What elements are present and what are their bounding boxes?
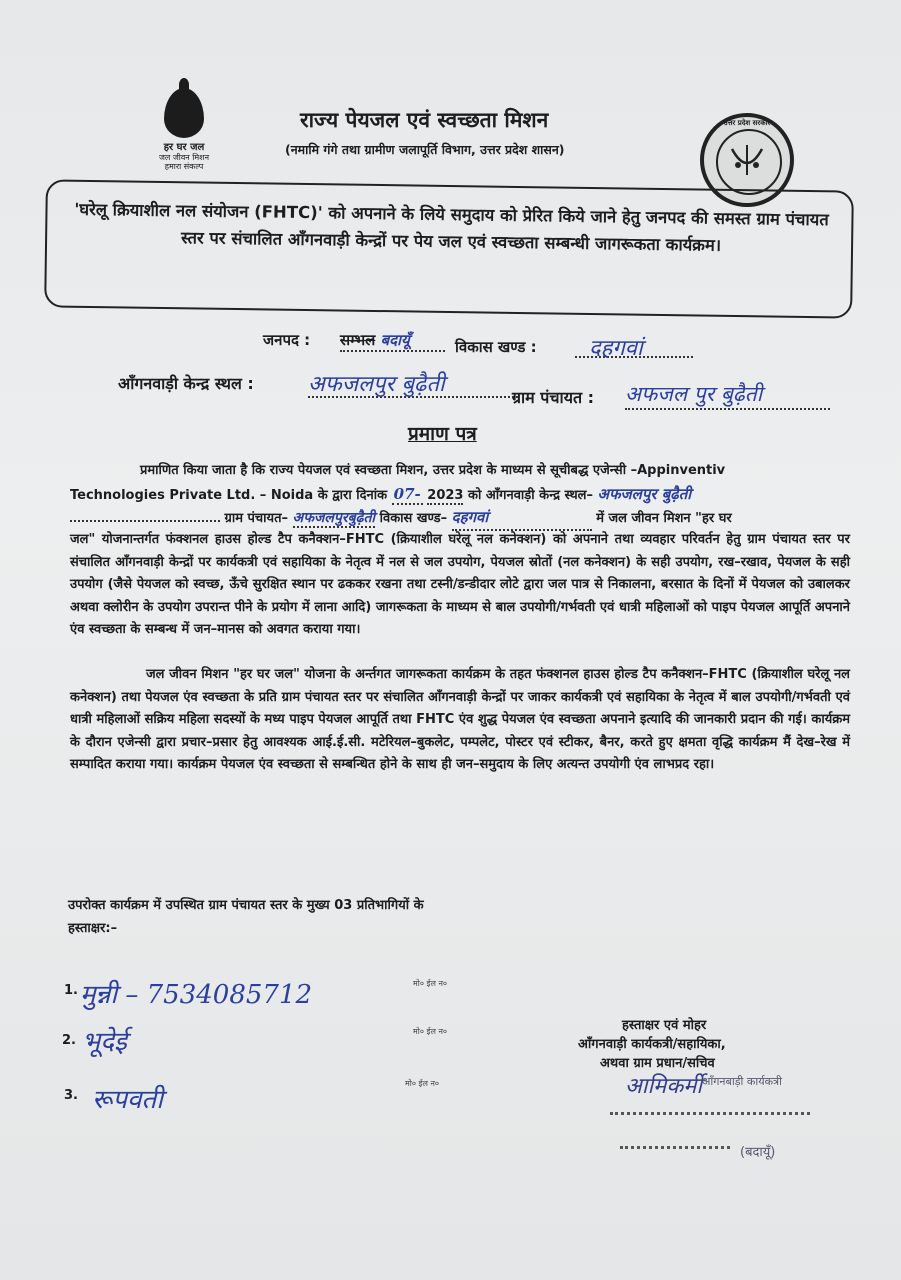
participant-3-signature: रूपवती [92, 1085, 163, 1115]
mission-title: राज्य पेयजल एवं स्वच्छता मिशन [300, 108, 549, 132]
centre-field [308, 368, 518, 398]
certificate-heading: प्रमाण पत्र [408, 423, 477, 445]
har-ghar-jal-logo [142, 88, 226, 184]
centre-label: आँगनवाड़ी केन्द्र स्थल : [118, 374, 254, 393]
p1-blank [70, 520, 220, 522]
seal-text: उत्तर प्रदेश सरकार [723, 119, 771, 127]
participant-2-num: 2. [62, 1033, 76, 1048]
p1-year: 2023 [427, 488, 464, 503]
p1-panchayat: अफजलपुरबुढ़ैती [292, 510, 376, 526]
water-drop-icon [164, 88, 204, 138]
block-label: विकास खण्ड : [455, 338, 537, 356]
signatory-line3: अथवा ग्राम प्रधान/सचिव [600, 1056, 715, 1071]
p1-date: 07- [393, 485, 421, 503]
participants-intro: उपरोक्त कार्यक्रम में उपस्थित ग्राम पंचायत स्तर के मुख्य 03 प्रतिभागियों के [68, 898, 424, 913]
block-value: दहगवां [589, 336, 643, 361]
p1-jjm: में जल जीवन मिशन "हर घर [596, 511, 732, 526]
stamp-title: आँगनबाड़ी कार्यकत्री [702, 1075, 782, 1088]
stamp-name-line [620, 1146, 730, 1159]
mission-subtitle: (नमामि गंगे तथा ग्रामीण जलापूर्ति विभाग, उत्तर प्रदेश शासन) [285, 142, 565, 157]
participant-1-signature: मुन्नी – 7534085712 [80, 980, 313, 1010]
participant-2-mobile-label: मो० ईल न० [413, 1027, 448, 1036]
certificate-p1-line1: प्रमाणित किया जाता है कि राज्य पेयजल एवं स्वच्छता मिशन, उत्तर प्रदेश के माध्यम से सूचीबद्ध एजेन्सी –Appinventiv [140, 463, 726, 478]
program-title-box [44, 179, 854, 318]
p1-block-label: विकास खण्ड– [379, 511, 448, 526]
p1-block: दहगवां [452, 506, 592, 531]
district-printed-value: सम्भल [340, 331, 376, 349]
signatory-signature: आमिकर्मी [625, 1074, 703, 1099]
p1-panchayat-label: ग्राम पंचायत– [224, 511, 288, 526]
logo-subtitle: जल जीवन मिशन [158, 153, 210, 162]
district-field [340, 330, 445, 352]
signatory-line2: आँगनवाड़ी कार्यकत्री/सहायिका, [578, 1037, 726, 1052]
participant-1-num: 1. [64, 983, 78, 998]
logo-tagline: हमारा संकल्प [164, 162, 204, 171]
logo-title: हर घर जल [163, 142, 205, 153]
participant-3-mobile-label: मो० ईल न० [405, 1079, 440, 1088]
p1-centre-label: को आँगनवाड़ी केन्द्र स्थल– [468, 488, 593, 503]
participant-3-num: 3. [64, 1088, 78, 1103]
certificate-p1-body: जल" योजनान्तर्गत फंक्शनल हाउस होल्ड टैप कनैक्शन–FHTC (क्रियाशील घरेलू नल कनेक्शन) को अपनाने तथा व्यवहार परिवर्तन हेतु ग्राम पंचायत स्तर पर संचालित आँगनवाड़ी केन्द्रों पर कार्यकत्री एवं सहायिका के नेतृत्व में नल से जल उपयोग, पेयजल स्रोतों (नल कनेक्शन) के सही उपयोग, रख–रखाव, पेयजल के सही उपयोग (जैसे पेयजल को स्वच्छ, ऊँचे सुरक्षित स्थान पर ढककर रखना तथा टस्नी/डन्डीदार लोटे द्वारा जल पात्र से निकालना, बरसात के दिनों में पेयजल को उबालकर अथवा क्लोरीन के उपयोग उपरान्त पीने के प्रयोग में लाना आदि) जागरूकता के माध्यम से बाल उपयोगी/गर्भवती एवं धात्री महिलाओं को पाइप पेयजल आपूर्ति अपनाने एंव स्वच्छता के सम्बन्ध में जन–मानस को अवगत कराया गया। [70, 532, 850, 637]
participant-2-signature: भूदेई [82, 1027, 127, 1057]
district-handwritten-value: बदायूँ [380, 331, 410, 349]
district-label: जनपद : [263, 331, 311, 349]
signatory-line1: हस्ताक्षर एवं मोहर [622, 1018, 707, 1033]
bow-arrow-icon [728, 143, 766, 177]
participant-1-mobile-label: मो० ईल न० [413, 979, 448, 988]
p1-centre: अफजलपुर बुढ़ैती [597, 485, 692, 503]
p1-agency: Technologies Private Ltd. – Noida के द्वारा दिनांक [70, 488, 388, 503]
panchayat-label: ग्राम पंचायत : [512, 388, 595, 407]
program-title: 'घरेलू क्रियाशील नल संयोजन (FHTC)' को अपनाने के लिये समुदाय को प्रेरित किये जाने हेतु जनपद की समस्त ग्राम पंचायत स्तर पर संचालित आँगनवाड़ी केन्द्रों पर पेय जल एवं स्वच्छता सम्बन्धी जागरूकता कार्यक्रम। [74, 199, 829, 255]
panchayat-value: अफजल पुर बुढ़ैती [625, 382, 763, 406]
block-field [575, 332, 693, 361]
participants-sign-label: हस्ताक्षर:– [68, 921, 118, 936]
certificate-p1-line2 [70, 483, 890, 508]
stamp-line [610, 1112, 810, 1123]
stamp-district: (बदायूँ) [740, 1145, 776, 1160]
centre-value: अफजलपुर बुढ़ैती [308, 372, 445, 397]
certificate-p1-line3 [70, 506, 890, 531]
panchayat-field [625, 380, 830, 410]
certificate-p2: जल जीवन मिशन "हर घर जल" योजना के अर्न्तगत जागरूकता कार्यक्रम के तहत फंक्शनल हाउस होल्ड टैप कनैक्शन–FHTC (क्रियाशील घरेलू नल कनेक्शन) तथा पेयजल एंव स्वच्छता के प्रति ग्राम पंचायत स्तर पर संचालित आँगनवाड़ी केन्द्रों पर जाकर कार्यकत्री एवं सहायिका के नेतृत्व में बाल उपयोगी/गर्भवती एवं धात्री महिलाओं सक्रिय महिला सदस्यों के मध्य पाइप पेयजल आपूर्ति तथा FHTC एंव शुद्ध पेयजल एंव स्वच्छता अपनाने इत्यादि की जानकारी प्रदान की गई। कार्यक्रम के दौरान एजेन्सी द्वारा प्रचार–प्रसार हेतु आवश्यक आई.ई.सी. मटेरियल–बुकलेट, पम्पलेट, पोस्टर एवं स्टीकर, बैनर, करते हुए क्षमता वृद्धि कार्यक्रम मैं देख–रेख में सम्पादित कराया गया। कार्यक्रम पेयजल एंव स्वच्छता से सम्बन्धित होने के साथ ही जन–समुदाय के लिए अत्यन्त उपयोगी एंव लाभप्रद रहा। [70, 667, 850, 772]
